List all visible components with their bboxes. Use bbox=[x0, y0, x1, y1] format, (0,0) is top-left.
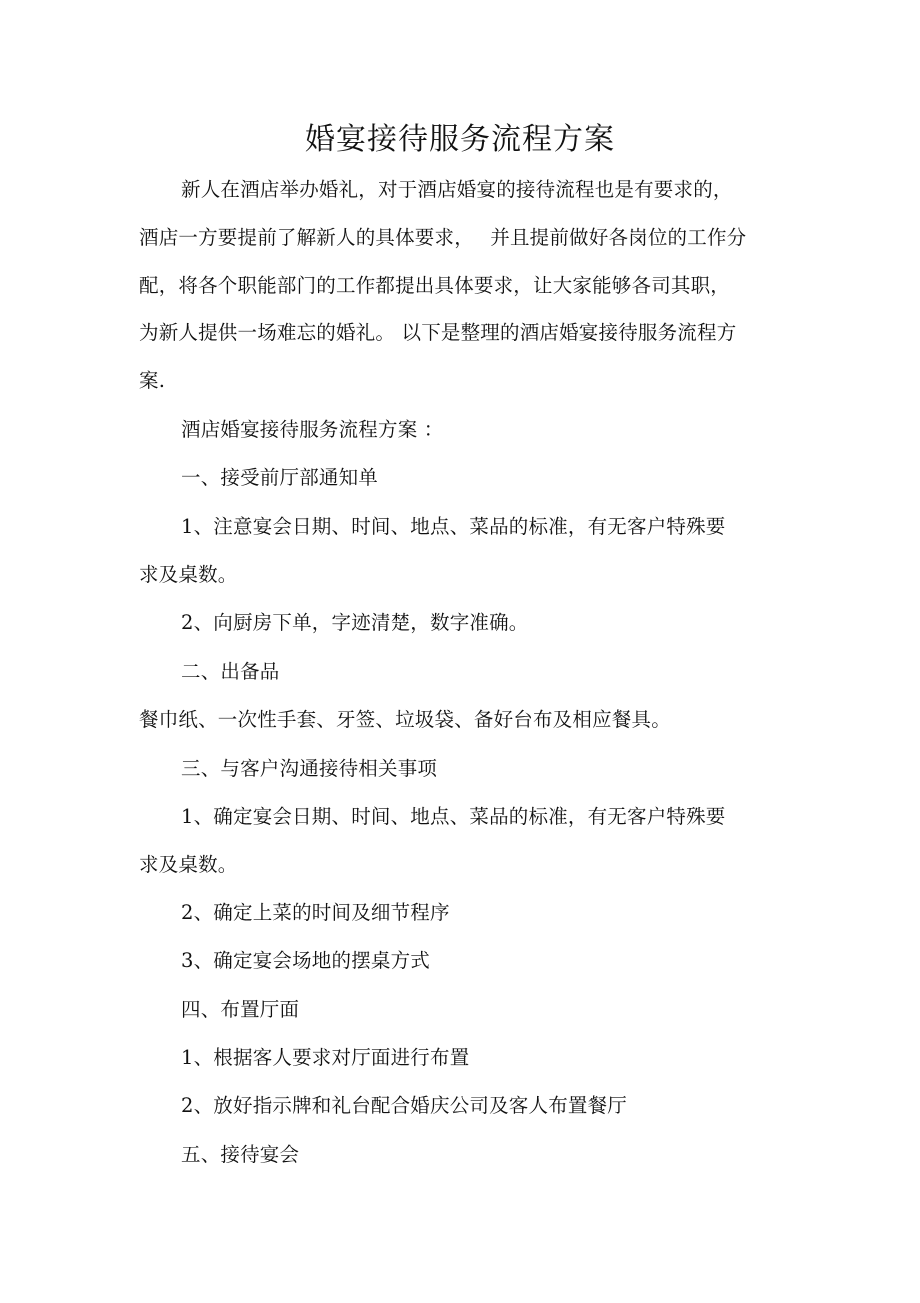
section-3-item-3: 3、确定宴会场地的摆桌方式 bbox=[181, 949, 431, 972]
page-title: 婚宴接待服务流程方案 bbox=[305, 122, 615, 157]
section-3-heading: 三、与客户沟通接待相关事项 bbox=[181, 757, 438, 780]
section-4-heading: 四、布置厅面 bbox=[181, 998, 300, 1021]
section-2-heading: 二、出备品 bbox=[181, 660, 280, 683]
section-1-heading: 一、接受前厅部通知单 bbox=[181, 466, 379, 489]
section-3-item-1-line-1: 1、确定宴会日期、时间、地点、菜品的标准，有无客户特殊要 bbox=[181, 805, 726, 828]
section-5-heading: 五、接待宴会 bbox=[181, 1143, 300, 1166]
intro-line-4: 为新人提供一场难忘的婚礼。 以下是整理的酒店婚宴接待服务流程方 bbox=[139, 321, 737, 344]
section-1-item-1-line-2: 求及桌数。 bbox=[139, 563, 238, 586]
section-4-item-2: 2、放好指示牌和礼台配合婚庆公司及客人布置餐厅 bbox=[181, 1094, 628, 1117]
intro-line-3: 配，将各个职能部门的工作都提出具体要求，让大家能够各司其职， bbox=[139, 274, 731, 297]
section-3-item-2: 2、确定上菜的时间及细节程序 bbox=[181, 901, 450, 924]
section-3-item-1-line-2: 求及桌数。 bbox=[139, 853, 238, 876]
intro-line-1: 新人在酒店举办婚礼，对于酒店婚宴的接待流程也是有要求的， bbox=[181, 178, 733, 201]
section-1-item-2: 2、向厨房下单，字迹清楚，数字准确。 bbox=[181, 611, 529, 634]
section-1-item-1-line-1: 1、注意宴会日期、时间、地点、菜品的标准，有无客户特殊要 bbox=[181, 515, 726, 538]
section-4-item-1: 1、根据客人要求对厅面进行布置 bbox=[181, 1046, 470, 1069]
intro-line-2: 酒店一方要提前了解新人的具体要求， 并且提前做好各岗位的工作分 bbox=[139, 226, 747, 249]
lead-line: 酒店婚宴接待服务流程方案 ： bbox=[181, 418, 444, 441]
intro-line-5: 案. bbox=[139, 369, 166, 392]
section-2-text: 餐巾纸、一次性手套、牙签、垃圾袋、备好台布及相应餐具。 bbox=[139, 708, 671, 731]
